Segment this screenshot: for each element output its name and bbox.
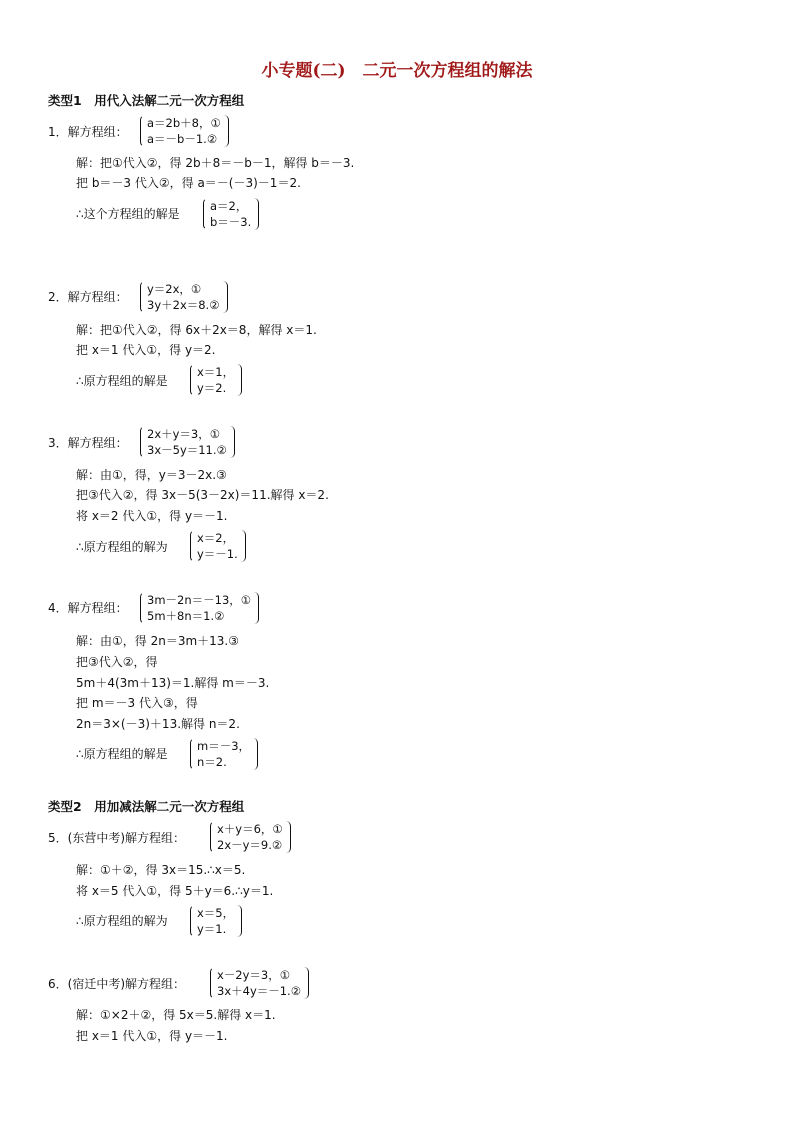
equation-system — [140, 592, 259, 624]
answer-2: y＝1. — [197, 922, 227, 936]
page-title: 小专题(二) 二元一次方程组的解法 — [261, 61, 533, 81]
solution-line: 解：由①，得，y＝3－2x.③ — [76, 468, 227, 482]
equation-2: 2x－y＝9.② — [217, 838, 283, 852]
conclusion-text: ∴原方程组的解为 — [76, 540, 168, 554]
solution-line: 把③代入②，得 — [76, 655, 158, 669]
solution-line: 把 x＝1 代入①，得 y＝2. — [76, 343, 216, 357]
right-bracket — [303, 967, 309, 999]
problem-label: 3．解方程组： — [48, 436, 128, 450]
answer-1: x＝5， — [197, 906, 235, 920]
right-bracket — [229, 426, 235, 458]
conclusion-text: ∴这个方程组的解是 — [76, 207, 180, 221]
answer-2: y＝－1. — [197, 547, 238, 561]
answer-2: b＝－3. — [210, 215, 252, 229]
problem-label: 1．解方程组： — [48, 125, 128, 139]
conclusion-text: ∴原方程组的解是 — [76, 747, 168, 761]
conclusion-text: ∴原方程组的解是 — [76, 374, 168, 388]
right-bracket — [236, 905, 242, 937]
answer-system — [190, 905, 242, 937]
right-bracket — [253, 592, 259, 624]
solution-line: 把 b＝－3 代入②，得 a＝－(－3)－1＝2. — [76, 176, 301, 190]
solution-line: 把 m＝－3 代入③，得 — [76, 696, 198, 710]
right-bracket — [285, 821, 291, 853]
right-bracket — [240, 530, 246, 562]
equation-2: 5m＋8n＝1.② — [147, 609, 225, 623]
section-heading-substitution: 类型1 用代入法解二元一次方程组 — [48, 93, 245, 108]
answer-1: x＝2， — [197, 531, 235, 545]
equation-system — [140, 115, 229, 147]
equation-system — [140, 281, 228, 313]
answer-2: y＝2. — [197, 381, 227, 395]
equation-system — [210, 821, 291, 853]
solution-line: 解：把①代入②，得 6x＋2x＝8，解得 x＝1. — [76, 323, 317, 337]
problem-label: 6．(宿迁中考)解方程组： — [48, 977, 185, 991]
solution-line: 将 x＝2 代入①，得 y＝－1. — [76, 509, 228, 523]
equation-system — [210, 967, 309, 999]
answer-system — [190, 738, 258, 770]
equation-2: a＝－b－1.② — [147, 132, 218, 146]
solution-line: 5m＋4(3m＋13)＝1.解得 m＝－3. — [76, 676, 270, 690]
solution-line: 解：把①代入②，得 2b＋8＝－b－1，解得 b＝－3. — [76, 156, 355, 170]
solution-line: 把 x＝1 代入①，得 y＝－1. — [76, 1029, 228, 1043]
equation-1: x－2y＝3，① — [217, 968, 291, 982]
solution-line: 解：①×2＋②，得 5x＝5.解得 x＝1. — [76, 1008, 276, 1022]
equation-1: x＋y＝6，① — [217, 822, 283, 836]
solution-line: 把③代入②，得 3x－5(3－2x)＝11.解得 x＝2. — [76, 488, 329, 502]
answer-system — [203, 198, 259, 230]
answer-1: x＝1， — [197, 365, 235, 379]
equation-2: 3x－5y＝11.② — [147, 443, 227, 457]
answer-system — [190, 530, 246, 562]
solution-line: 将 x＝5 代入①，得 5＋y＝6.∴y＝1. — [76, 884, 274, 898]
equation-system — [140, 426, 235, 458]
equation-1: 3m－2n＝－13，① — [147, 593, 252, 607]
solution-line: 解：由①，得 2n＝3m＋13.③ — [76, 634, 239, 648]
right-bracket — [223, 115, 229, 147]
problem-label: 5．(东营中考)解方程组： — [48, 831, 185, 845]
right-bracket — [252, 738, 258, 770]
equation-2: 3x＋4y＝－1.② — [217, 984, 302, 998]
problem-label: 4．解方程组： — [48, 601, 128, 615]
section-heading-elimination: 类型2 用加减法解二元一次方程组 — [48, 799, 245, 814]
problem-label: 2．解方程组： — [48, 290, 128, 304]
answer-system — [190, 364, 242, 396]
conclusion-text: ∴原方程组的解为 — [76, 914, 168, 928]
answer-2: n＝2. — [197, 755, 227, 769]
equation-1: a＝2b＋8，① — [147, 116, 221, 130]
equation-1: y＝2x，① — [147, 282, 202, 296]
right-bracket — [253, 198, 259, 230]
answer-1: m＝－3， — [197, 739, 251, 753]
right-bracket — [222, 281, 228, 313]
equation-2: 3y＋2x＝8.② — [147, 298, 220, 312]
solution-line: 解：①＋②，得 3x＝15.∴x＝5. — [76, 863, 246, 877]
solution-line: 2n＝3×(－3)＋13.解得 n＝2. — [76, 717, 240, 731]
right-bracket — [236, 364, 242, 396]
answer-1: a＝2， — [210, 199, 248, 213]
equation-1: 2x＋y＝3，① — [147, 427, 221, 441]
